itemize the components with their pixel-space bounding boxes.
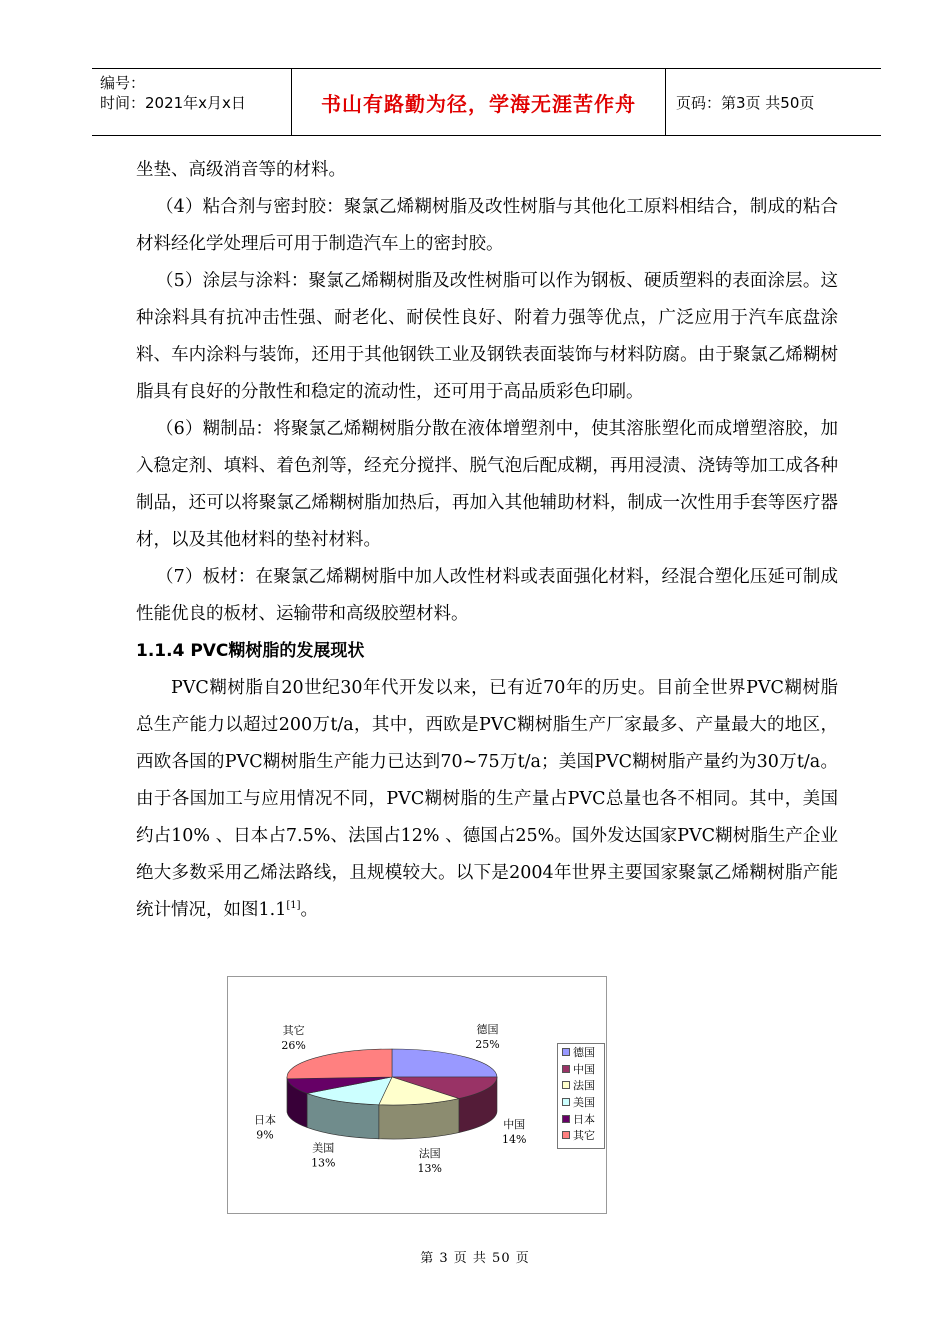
- pie-slice-德国: [392, 1049, 497, 1077]
- legend-label-中国: 中国: [573, 1062, 595, 1076]
- pie-label-其它: 其它: [282, 1024, 305, 1037]
- pie-label-德国: 德国: [476, 1022, 499, 1036]
- pie-label-美国: 美国: [312, 1141, 335, 1155]
- document-time: 时间：2021年x月x日: [100, 94, 246, 112]
- pie-value-德国: 25%: [475, 1037, 500, 1051]
- legend-swatch-法国: [562, 1081, 570, 1089]
- pie-slice-其它: [287, 1049, 392, 1079]
- legend-item-中国: [558, 1061, 604, 1078]
- pie-value-法国: 13%: [417, 1161, 442, 1175]
- legend-item-德国: [558, 1044, 604, 1061]
- pie-label-日本: 日本: [254, 1113, 276, 1127]
- legend-swatch-德国: [562, 1048, 570, 1056]
- legend-label-日本: 日本: [573, 1112, 595, 1126]
- legend-swatch-中国: [562, 1065, 570, 1073]
- pie-chart: [227, 976, 607, 1214]
- paragraph-4: （6）糊制品：将聚氯乙烯糊树脂分散在液体增塑剂中，使其溶胀塑化而成增塑溶胶，加入稳定剂、填料、着色剂等，经充分搅拌、脱气泡后配成糊，再用浸渍、浇铸等加工成各种制品，还可以将聚氯乙烯糊树脂加热后，再加入其他辅助材料，制成一次性用手套等医疗器材，以及其他材料的垫衬材料。: [136, 419, 838, 550]
- paragraph-2: （4）粘合剂与密封胶：聚氯乙烯糊树脂及改性树脂与其他化工原料相结合，制成的粘合材料经化学处理后可用于制造汽车上的密封胶。: [136, 197, 838, 254]
- pie-value-美国: 13%: [311, 1156, 336, 1170]
- pie-label-中国: 中国: [503, 1118, 526, 1131]
- page-footer: 第 3 页 共 50 页: [420, 1251, 530, 1266]
- legend-item-法国: [558, 1077, 604, 1094]
- document-body: [136, 152, 838, 929]
- pie-label-法国: 法国: [418, 1146, 441, 1160]
- legend-label-德国: 德国: [573, 1046, 595, 1060]
- header-page-number: 页码：第3页 共50页: [676, 93, 815, 112]
- paragraph-3: （5）涂层与涂料：聚氯乙烯糊树脂及改性树脂可以作为钢板、硬质塑料的表面涂层。这种涂料具有抗冲击性强、耐老化、耐侯性良好、附着力强等优点，广泛应用于汽车底盘涂料、车内涂料与装饰，还用于其他钢铁工业及钢铁表面装饰与材料防腐。由于聚氯乙烯糊树脂具有良好的分散性和稳定的流动性，还可用于高品质彩色印刷。: [136, 271, 838, 402]
- legend-label-美国: 美国: [573, 1096, 595, 1110]
- section-heading: 1.1.4 PVC糊树脂的发展现状: [136, 641, 365, 661]
- header-info: [92, 69, 292, 135]
- legend-item-美国: [558, 1094, 604, 1111]
- legend-item-日本: [558, 1110, 604, 1127]
- legend-label-其它: 其它: [573, 1129, 595, 1143]
- pie-value-日本: 9%: [256, 1128, 274, 1142]
- pie-chart-svg: [228, 977, 606, 1213]
- section-paragraph: [136, 670, 838, 929]
- legend-label-法国: 法国: [573, 1079, 595, 1093]
- pie-value-其它: 26%: [281, 1039, 306, 1052]
- document-number: 编号：: [100, 74, 146, 92]
- paragraph-1: 坐垫、高级消音等的材料。: [136, 160, 346, 180]
- chart-legend: [557, 1043, 605, 1149]
- pie-value-中国: 14%: [501, 1133, 527, 1146]
- header-motto: 书山有路勤为径，学海无涯苦作舟: [292, 69, 666, 135]
- citation-ref: [1]: [286, 900, 301, 912]
- section-paragraph-text: PVC糊树脂自20世纪30年代开发以来，已有近70年的历史。目前全世界PVC糊树脂总生产能力以超过200万t/a，其中，西欧是PVC糊树脂生产厂家最多、产量最大的地区，西欧各国的PVC糊树脂生产能力已达到70~75万t/a；美国PVC糊树脂产量约为30万t/a。由于各国加工与应用情况不同，PVC糊树脂的生产量占PVC总量也各不相同。其中，美国约占10% 、日本占7.5%、法国占12% 、德国占25%。国外发达国家PVC糊树脂生产企业绝大多数采用乙烯法路线，且规模较大。以下是2004年世界主要国家聚氯乙烯糊树脂产能统计情况，如图1.1: [136, 678, 838, 920]
- legend-swatch-日本: [562, 1115, 570, 1123]
- page-header: [92, 68, 881, 136]
- legend-item-其它: [558, 1127, 604, 1144]
- legend-swatch-美国: [562, 1098, 570, 1106]
- legend-swatch-其它: [562, 1131, 570, 1139]
- section-paragraph-tail: 。: [300, 900, 319, 920]
- paragraph-5: （7）板材：在聚氯乙烯糊树脂中加人改性材料或表面强化材料，经混合塑化压延可制成性能优良的板材、运输带和高级胶塑材料。: [136, 567, 838, 624]
